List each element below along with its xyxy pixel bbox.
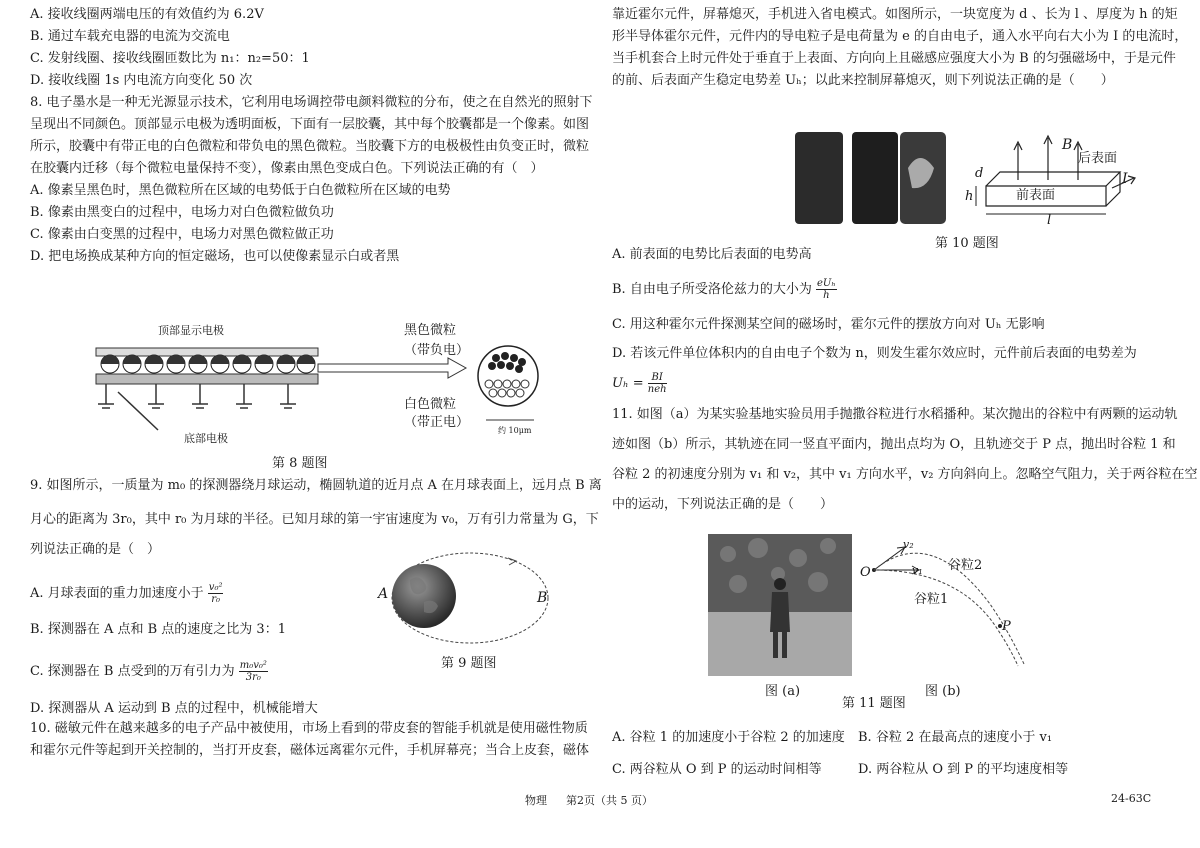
white-particle-label: 白色微粒 bbox=[404, 397, 457, 412]
q9-option-c-fraction bbox=[239, 660, 268, 683]
q9-option-d: D. 探测器从 A 运动到 B 点的过程中，机械能增大 bbox=[30, 701, 318, 716]
scale-label: 约 10μm bbox=[498, 426, 532, 435]
white-particle-charge: （带正电） bbox=[404, 415, 470, 430]
figure-11-caption: 第 11 题图 bbox=[842, 696, 906, 711]
q10-option-a: A. 前表面的电势比后表面的电势高 bbox=[612, 247, 812, 262]
q11-stem-line: 中的运动，下列说法正确的是（ ） bbox=[612, 497, 834, 512]
q9-stem-line: 9. 如图所示，一质量为 m₀ 的探测器绕月球运动，椭圆轨道的近月点 A 在月球表面上，远月点 B 离 bbox=[30, 478, 602, 493]
footer-subject: 物理 bbox=[525, 794, 547, 807]
q11-option-d: D. 两谷粒从 O 到 P 的平均速度相等 bbox=[858, 762, 1069, 777]
capsule-row bbox=[101, 355, 315, 373]
width-d-label: d bbox=[975, 166, 984, 181]
q10-option-c: C. 用这种霍尔元件探测某空间的磁场时，霍尔元件的摆放方向对 Uₕ 无影响 bbox=[612, 317, 1045, 332]
q7-option-d: D. 接收线圈 1s 内电流方向变化 50 次 bbox=[30, 73, 253, 88]
q8-stem-line: 在胶囊内迁移（每个微粒电量保持不变），像素由黑色变成白色。下列说法正确的有（ ） bbox=[30, 161, 544, 176]
q11-option-b: B. 谷粒 2 在最高点的速度小于 v₁ bbox=[858, 730, 1053, 745]
moon-orbit-figure bbox=[380, 550, 560, 650]
zoom-arrow bbox=[318, 358, 466, 378]
q9-option-c-text: C. 探测器在 B 点受到的万有引力为 bbox=[30, 664, 235, 679]
q9-option-a-text: A. 月球表面的重力加速度小于 bbox=[30, 586, 204, 601]
figure-9-caption: 第 9 题图 bbox=[441, 656, 497, 671]
q9-option-c-denominator: 3r₀ bbox=[245, 672, 261, 683]
q10-option-d-denominator: neh bbox=[647, 384, 667, 395]
figure-10-caption: 第 10 题图 bbox=[935, 236, 999, 251]
top-electrode-label: 顶部显示电极 bbox=[158, 324, 224, 337]
front-surface-label: 前表面 bbox=[1016, 188, 1056, 203]
q10-option-b-numerator: eUₕ bbox=[816, 278, 836, 289]
grain-1-label: 谷粒1 bbox=[914, 592, 949, 607]
point-a-label: A bbox=[378, 586, 389, 602]
q10-option-d-formula bbox=[612, 372, 667, 395]
grain-2-label: 谷粒2 bbox=[948, 558, 983, 573]
q10-option-d-numerator: BI bbox=[648, 372, 667, 384]
q10-stem-line: 的前、后表面产生稳定电势差 Uₕ；以此来控制屏幕熄灭，则下列说法正确的是（ ） bbox=[612, 73, 1114, 88]
q9-option-a-fraction bbox=[208, 582, 224, 605]
q9-option-a-denominator: r₀ bbox=[211, 594, 221, 605]
q10-option-b-fraction bbox=[816, 278, 837, 301]
q10-option-b-denominator: h bbox=[823, 290, 830, 301]
bottom-electrode-layer bbox=[96, 374, 318, 384]
v1-label: v₁ bbox=[912, 564, 923, 577]
current-i-label: I bbox=[1122, 171, 1128, 187]
phone-case-open bbox=[852, 132, 898, 224]
phone-case-closed bbox=[795, 132, 843, 224]
figure-11a-label: 图 (a) bbox=[765, 684, 801, 699]
point-o-label: O bbox=[860, 565, 871, 580]
figure-11b-label: 图 (b) bbox=[925, 684, 961, 699]
q9-option-c-numerator: m₀v₀² bbox=[239, 660, 267, 671]
q10-option-d-fraction bbox=[648, 372, 667, 395]
q11-option-a: A. 谷粒 1 的加速度小于谷粒 2 的加速度 bbox=[612, 730, 845, 745]
q9-stem-line: 月心的距离为 3r₀，其中 r₀ 为月球的半径。已知月球的第一宇宙速度为 v₀，万有引力常量为 G，下 bbox=[30, 512, 599, 527]
point-p-label: P bbox=[1002, 619, 1011, 634]
q7-option-b: B. 通过车载充电器的电流为交流电 bbox=[30, 29, 230, 44]
v2-label: v₂ bbox=[903, 538, 914, 551]
q7-option-c: C. 发射线圈、接收线圈匝数比为 n₁：n₂=50：1 bbox=[30, 51, 310, 66]
q9-option-a-numerator: v₀² bbox=[208, 582, 223, 593]
q11-stem-line: 迹如图（b）所示，其轨迹在同一竖直平面内，抛出点均为 O，且轨迹交于 P 点，抛出时谷粒 1 和 bbox=[612, 437, 1176, 452]
q9-option-c bbox=[30, 660, 268, 683]
black-particle-charge: （带负电） bbox=[404, 343, 470, 358]
back-surface-label: 后表面 bbox=[1078, 151, 1118, 166]
point-b-label: B bbox=[537, 590, 548, 606]
bottom-electrode-circuit bbox=[98, 384, 296, 430]
q8-option-d: D. 把电场换成某种方向的恒定磁场，也可以使像素显示白或者黑 bbox=[30, 249, 400, 264]
hall-element-figure bbox=[790, 128, 1150, 228]
q10-option-d-lhs: Uₕ = bbox=[612, 376, 644, 391]
q8-option-c: C. 像素由白变黑的过程中，电场力对黑色微粒做正功 bbox=[30, 227, 334, 242]
black-particle-label: 黑色微粒 bbox=[404, 323, 457, 338]
moon bbox=[392, 564, 456, 628]
orbit-direction-arrow bbox=[508, 558, 516, 565]
q8-stem-line: 呈现出不同颜色。顶部显示电极为透明面板，下面有一层胶囊，其中每个胶囊都是一个像素。如图 bbox=[30, 117, 590, 132]
q9-option-a bbox=[30, 582, 223, 605]
q10-option-d: D. 若该元件单位体积内的自由电子个数为 n，则发生霍尔效应时，元件前后表面的电势差为 bbox=[612, 346, 1137, 361]
q8-stem-line: 8. 电子墨水是一种无光源显示技术，它利用电场调控带电颜料微粒的分布，使之在自然光的照射下 bbox=[30, 95, 593, 110]
footer-page: 第2页（共 5 页） bbox=[566, 794, 653, 807]
seeding-photo bbox=[708, 534, 852, 676]
q11-stem-line: 11. 如图（a）为某实验基地实验员用手抛撒谷粒进行水稻播种。某次抛出的谷粒中有两颗的运动轨 bbox=[612, 407, 1178, 422]
footer-code: 24-63C bbox=[1111, 792, 1152, 805]
q10-stem-line: 形半导体霍尔元件，元件内的导电粒子是电荷量为 e 的自由电子，通入水平向右大小为 I 的电流时， bbox=[612, 29, 1188, 44]
q10-stem-line: 靠近霍尔元件，屏幕熄灭，手机进入省电模式。如图所示，一块宽度为 d 、长为 l 、厚度为 h 的矩 bbox=[612, 7, 1178, 22]
q8-option-b: B. 像素由黑变白的过程中，电场力对白色微粒做负功 bbox=[30, 205, 334, 220]
field-b-label: B bbox=[1062, 137, 1073, 153]
q8-stem-line: 所示，胶囊中有带正电的白色微粒和带负电的黑色微粒。当胶囊下方的电极极性由负变正时，微粒 bbox=[30, 139, 590, 154]
q8-option-a: A. 像素呈黑色时，黑色微粒所在区域的电势低于白色微粒所在区域的电势 bbox=[30, 183, 451, 198]
q11-stem-line: 谷粒 2 的初速度分别为 v₁ 和 v₂，其中 v₁ 方向水平，v₂ 方向斜向上。忽略空气阻力，关于两谷粒在空 bbox=[612, 467, 1198, 482]
q9-stem-line: 列说法正确的是（ ） bbox=[30, 542, 161, 557]
q10-option-b-text: B. 自由电子所受洛伦兹力的大小为 bbox=[612, 282, 812, 297]
trajectory-grain-1 bbox=[874, 570, 1018, 666]
q10-stem-line: 和霍尔元件等起到开关控制的，当打开皮套，磁体远离霍尔元件，手机屏幕亮；当合上皮套，磁体 bbox=[30, 743, 590, 758]
q9-option-b: B. 探测器在 A 点和 B 点的速度之比为 3：1 bbox=[30, 622, 286, 637]
q10-stem-line: 当手机套合上时元件处于垂直于上表面、方向向上且磁感应强度大小为 B 的匀强磁场中，于是元件 bbox=[612, 51, 1176, 66]
thickness-h-label: h bbox=[965, 189, 974, 204]
length-l-label: l bbox=[1047, 213, 1052, 228]
bottom-electrode-label: 底部电极 bbox=[184, 432, 228, 445]
q11-option-c: C. 两谷粒从 O 到 P 的运动时间相等 bbox=[612, 762, 822, 777]
q10-stem-line: 10. 磁敏元件在越来越多的电子产品中被使用，市场上看到的带皮套的智能手机就是使用磁性物质 bbox=[30, 721, 588, 736]
q7-option-a: A. 接收线圈两端电压的有效值约为 6.2V bbox=[30, 7, 264, 22]
q10-option-b bbox=[612, 278, 837, 301]
figure-8-caption: 第 8 题图 bbox=[272, 456, 328, 471]
